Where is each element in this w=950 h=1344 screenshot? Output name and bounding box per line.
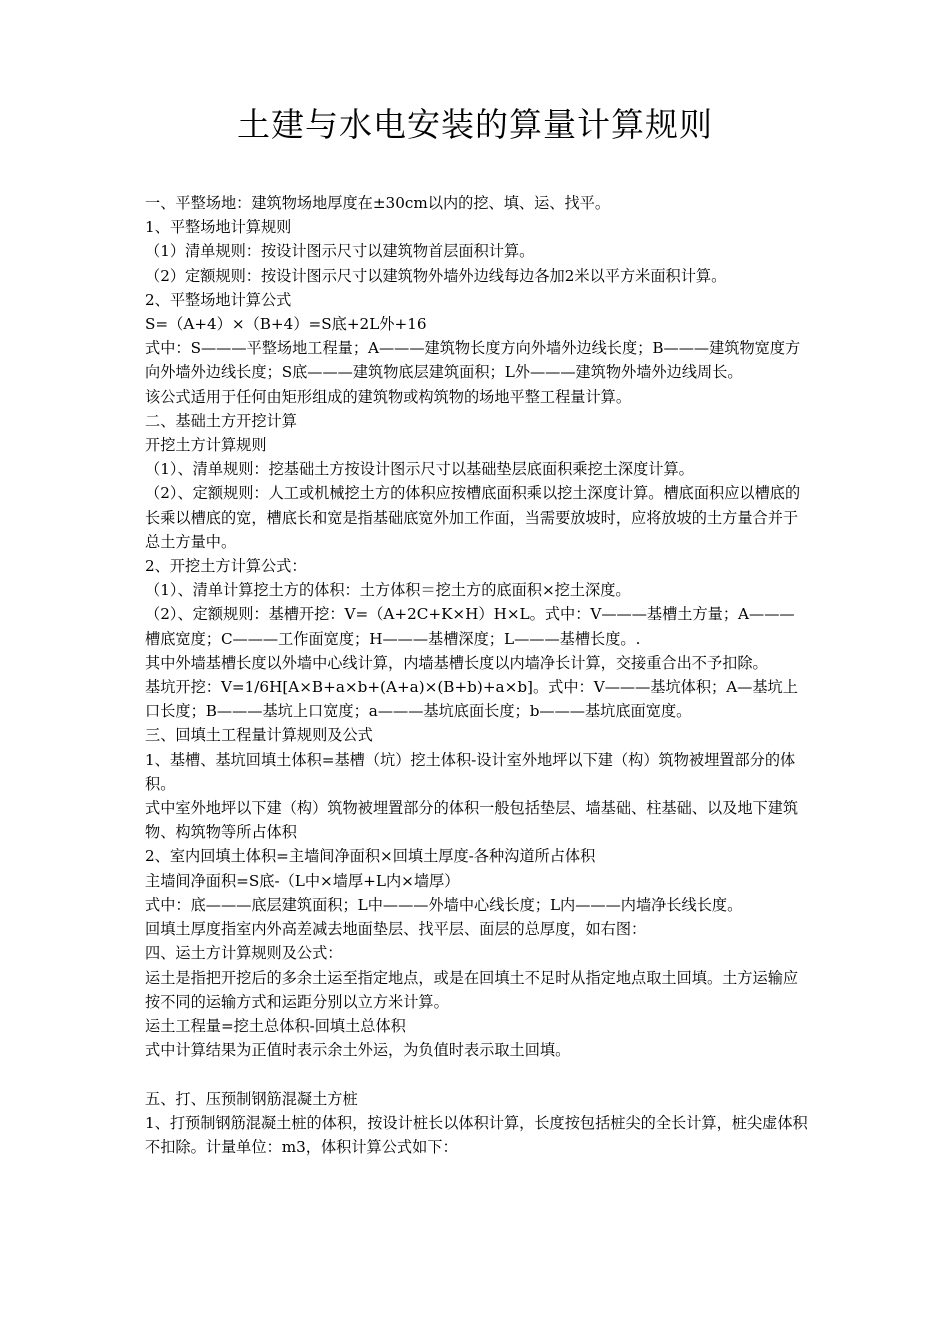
paragraph: 一、平整场地：建筑物场地厚度在±30cm以内的挖、填、运、找平。 [145, 194, 611, 212]
paragraph: 基坑开挖：V=1/6H[A×B+a×b+(A+a)×(B+b)+a×b]。式中：V———基坑体积；A—基坑上口长度；B———基坑上口宽度；a———基坑底面长度；b———基坑底面宽度。 [145, 678, 798, 721]
paragraph: 式中计算结果为正值时表示余土外运，为负值时表示取土回填。 [145, 1041, 571, 1060]
paragraph: S=（A+4）×（B+4）=S底+2L外+16 [145, 315, 427, 334]
paragraph: 其中外墙基槽长度以外墙中心线计算，内墙基槽长度以内墙净长计算，交接重合出不予扣除。 [145, 653, 768, 672]
paragraph: 运土工程量=挖土总体积-回填土总体积 [145, 1016, 406, 1035]
paragraph: （1）清单规则：按设计图示尺寸以建筑物首层面积计算。 [145, 242, 535, 261]
document-body [145, 191, 808, 1159]
paragraph: 2、平整场地计算公式 [145, 290, 292, 309]
paragraph: 三、回填土工程量计算规则及公式 [145, 726, 373, 745]
paragraph: 回填土厚度指室内外高差减去地面垫层、找平层、面层的总厚度，如右图： [145, 920, 647, 939]
paragraph: （2）、定额规则：人工或机械挖土方的体积应按槽底面积乘以挖土深度计算。槽底面积应以槽底的长乘以槽底的宽，槽底长和宽是指基础底宽外加工作面，当需要放坡时，应将放坡的土方量合并于总土方量中。 [145, 484, 801, 551]
paragraph: 主墙间净面积=S底-（L中×墙厚+L内×墙厚） [145, 871, 460, 890]
paragraph: 2、开挖土方计算公式： [145, 557, 307, 576]
paragraph: （2）定额规则：按设计图示尺寸以建筑物外墙外边线每边各加2米以平方米面积计算。 [145, 266, 727, 285]
paragraph: 式中室外地坪以下建（构）筑物被埋置部分的体积一般包括垫层、墙基础、柱基础、以及地下建筑物、构筑物等所占体积 [145, 799, 799, 842]
paragraph: （1）、清单计算挖土方的体积：土方体积＝挖土方的底面积×挖土深度。 [145, 581, 631, 600]
paragraph: 二、基础土方开挖计算 [145, 411, 297, 430]
paragraph: 1、基槽、基坑回填土体积=基槽（坑）挖土体积-设计室外地坪以下建（构）筑物被埋置部分的体积。 [145, 750, 796, 793]
paragraph: 运土是指把开挖后的多余土运至指定地点，或是在回填土不足时从指定地点取土回填。土方运输应按不同的运输方式和运距分别以立方米计算。 [145, 968, 799, 1011]
paragraph: 式中：S———平整场地工程量；A———建筑物长度方向外墙外边线长度；B———建筑物宽度方向外墙外边线长度；S底———建筑物底层建筑面积；L外———建筑物外墙外边线周长。 [145, 339, 801, 382]
paragraph: 1、打预制钢筋混凝土桩的体积，按设计桩长以体积计算，长度按包括桩尖的全长计算，桩尖虚体积不扣除。计量单位：m3，体积计算公式如下： [145, 1113, 808, 1156]
paragraph: 1、平整场地计算规则 [145, 218, 292, 237]
paragraph: 五、打、压预制钢筋混凝土方桩 [145, 1089, 358, 1108]
paragraph: 该公式适用于任何由矩形组成的建筑物或构筑物的场地平整工程量计算。 [145, 387, 631, 406]
paragraph: 2、室内回填土体积=主墙间净面积×回填土厚度-各种沟道所占体积 [145, 847, 596, 866]
document-title: 土建与水电安装的算量计算规则 [237, 105, 713, 144]
paragraph: （1）、清单规则：挖基础土方按设计图示尺寸以基础垫层底面积乘挖土深度计算。 [145, 460, 694, 479]
paragraph: （2）、定额规则：基槽开挖：V=（A+2C+K×H）H×L。式中：V———基槽土方量；A———槽底宽度；C———工作面宽度；H———基槽深度；L———基槽长度。. [145, 605, 795, 648]
paragraph: 四、运土方计算规则及公式： [145, 944, 343, 963]
blank-line [145, 1062, 808, 1086]
paragraph: 开挖土方计算规则 [145, 436, 267, 455]
paragraph: 式中：底———底层建筑面积；L中———外墙中心线长度；L内———内墙净长线长度。 [145, 895, 743, 914]
